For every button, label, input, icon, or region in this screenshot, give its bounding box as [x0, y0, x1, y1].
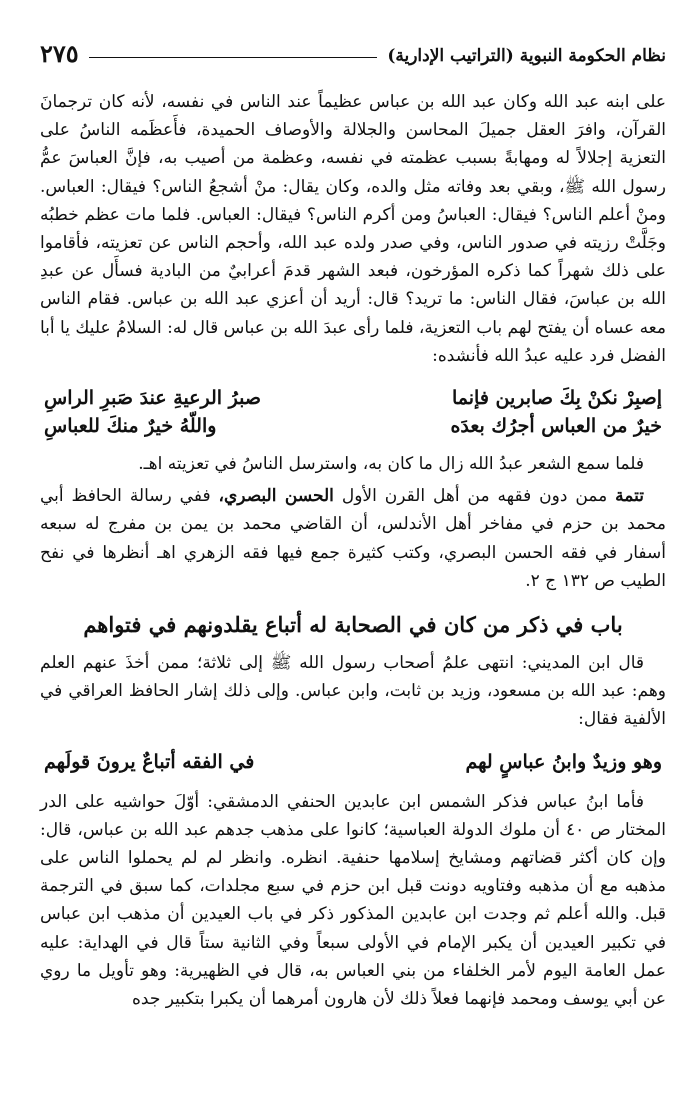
poem-2-second-hemistich: في الفقه أتباعٌ يرونَ قولَهم	[44, 750, 255, 773]
paragraph-4: قال ابن المديني: انتهى علمُ أصحاب رسول الله ﷺ إلى ثلاثة؛ ممن أخذَ عنهم العلم وهم: عبد الله بن مسعود، وزيد بن ثابت، وابن عباس. وإلى ذلك إشار الحافظ العراقي في الألفية فقال:	[40, 653, 666, 730]
poem-1-line-2-second-hemistich: واللّهُ خيرٌ منكَ للعباسِ	[44, 415, 217, 438]
running-title: نظام الحكومة النبوية (التراتيب الإدارية)	[387, 46, 666, 66]
paragraph-1: على ابنه عبد الله وكان عبد الله بن عباس عظيماً عند الناس في نفسه، لأنه كان ترجمانَ القرآن، وافرَ العقل جميلَ المحاسن والجلالة والأوصاف الحميدة، فأَعظَمه الناسُ على التعزية إجلالاً له ومهابةً بسبب عظمته في نفسه، وعظمة من أصيب به، فإنَّ العباسَ عمُّ رسول الله ﷺ، وبقي بعد وفاته مثل والده، وكان يقال: منْ أشجعُ الناس؟ فيقال: العباس. ومنْ أعلم الناس؟ فيقال: العباسُ ومن أكرم الناس؟ فيقال: العباس. فلما مات عظم خطبُه وجَلَّتْ رزيته في صدور الناس، وفي صدر ولده عبد الله، وأحجم الناس عن تعزيته، فأقاموا على ذلك شهراً كما ذكره المؤرخون، فبعد الشهر قدمَ أعرابيٌ من البادية فسأَل عن عبدِ الله بن عباسَ، فقال الناس: ما تريد؟ قال: أريد أن أعزي عبد الله بن عباس. فقام الناس معه عساه أن يفتح لهم باب التعزية، فلما رأى عبدَ الله بن عباس قال له: السلامُ عليك يا أبا الفضل فرد عليه عبدُ الله فأنشده:	[40, 92, 666, 366]
section-heading: باب في ذكر من كان في الصحابة له أتباع يقلدونهم في فتواهم	[83, 612, 623, 638]
page-number: ٢٧٥	[40, 39, 79, 68]
page-content	[40, 88, 666, 1013]
poem-1-line-1-second-hemistich: صبرُ الرعيةِ عندَ صَبرِ الراسِ	[44, 387, 262, 410]
poem-2-line	[40, 748, 666, 776]
paragraph-3	[40, 482, 666, 595]
poem-1-line-1	[40, 384, 666, 412]
paragraph-5: فأما ابنُ عباس فذكر الشمس ابن عابدين الحنفي الدمشقي: أوّلَ حواشيه على الدر المختار ص ٤٠ أن ملوك الدولة العباسية؛ كانوا على مذهب جدهم عبد الله بن عباس، قال: وإن كان أكثر قضاتهم ومشايخ إسلامها حنفية. انظره. وانظر لم لم يحملوا الناس على مذهبه مع أن مذهبه وفتاويه دونت قبل ابن حزم في سبع مجلدات، كما سبق في الترجمة قبل. والله أعلم ثم وجدت ابن عابدين المذكور ذكر في باب العيدين أن مذهب ابن عباس في تكبير العيدين أن يكبر الإمام في الأولى سبعاً وفي الثانية ستاً قال في الهداية: عليه عمل العامة اليوم لأمر الخلفاء من بني العباس به، قال في الظهيرية: وهو تأويل ما روي عن أبي يوسف ومحمد فإنهما فعلاً ذلك لأن هارون أمرهما أن يكبرا بتكبير جده	[40, 791, 666, 1010]
paragraph-3-text-a: ممن دون فقهه من أهل القرن الأول	[333, 486, 616, 507]
poem-1-line-2-first-hemistich: خيرٌ من العباس أجرُك بعدَه	[450, 415, 662, 438]
book-page	[40, 36, 666, 1013]
supplement-term: تتمة	[615, 486, 644, 507]
running-header	[40, 36, 666, 66]
header-rule	[89, 57, 378, 58]
poem-1	[40, 384, 666, 440]
hasan-basri-name: الحسن البصري،	[218, 486, 334, 507]
paragraph-3-text-b: ففي رسالة الحافظ أبي محمد بن حزم في مفاخر أهل الأندلس، أن القاضي محمد بن يمن بن مفرج له سبعه أسفار في فقه الحسن البصري، وكتب كثيرة جمع فيها فقه الزهري اهـ أنظرها في نفح الطيب ص ١٣٢ ج ٢.	[40, 486, 666, 591]
poem-1-line-2	[40, 412, 666, 440]
poem-1-line-1-first-hemistich: إصبِرْ نكنْ بِكَ صابرين فإنما	[451, 387, 662, 410]
poem-2-first-hemistich: وهو وزيدٌ وابنُ عباسٍ لهم	[465, 750, 662, 773]
paragraph-2: فلما سمع الشعر عبدُ الله زال ما كان به، واسترسل الناسُ في تعزيته اهـ.	[138, 454, 644, 475]
